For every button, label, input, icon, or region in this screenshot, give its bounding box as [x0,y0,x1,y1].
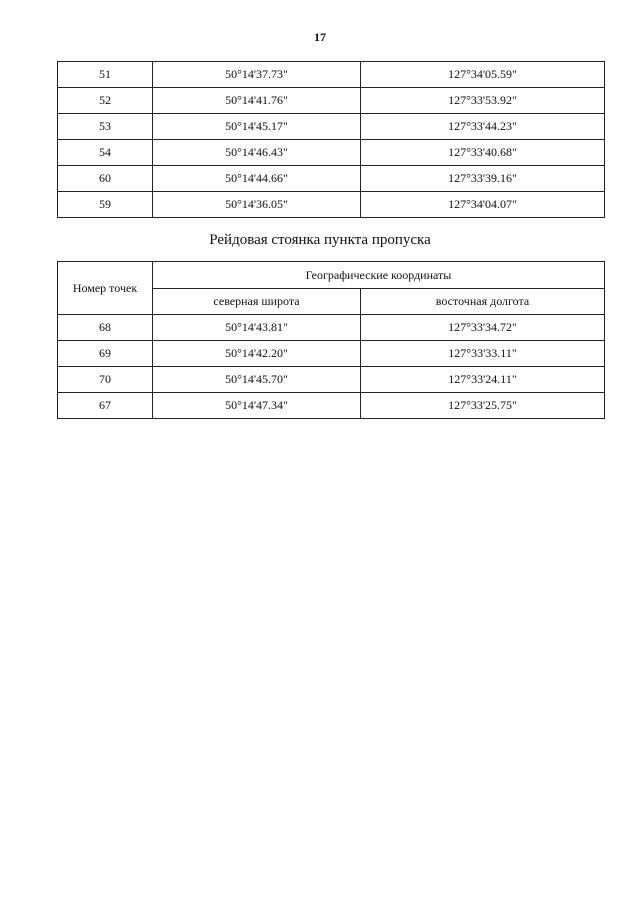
table-row [58,192,605,218]
table-row [58,62,605,88]
latitude-cell: 50°14'47.34" [153,393,361,419]
longitude-cell: 127°33'39.16" [361,166,605,192]
point-number-cell: 59 [58,192,153,218]
longitude-cell: 127°33'34.72" [361,315,605,341]
table-row [58,315,605,341]
latitude-cell: 50°14'44.66" [153,166,361,192]
table-row [58,367,605,393]
latitude-cell: 50°14'45.17" [153,114,361,140]
section-title: Рейдовая стоянка пункта пропуска [209,232,431,248]
latitude-cell: 50°14'43.81" [153,315,361,341]
longitude-cell: 127°34'04.07" [361,192,605,218]
table-row [58,88,605,114]
point-number-cell: 54 [58,140,153,166]
latitude-cell: 50°14'37.73" [153,62,361,88]
table-row [58,114,605,140]
header-longitude: восточная долгота [361,289,605,315]
longitude-cell: 127°33'25.75" [361,393,605,419]
longitude-cell: 127°33'24.11" [361,367,605,393]
table-row [58,393,605,419]
point-number-cell: 67 [58,393,153,419]
latitude-cell: 50°14'46.43" [153,140,361,166]
point-number-cell: 70 [58,367,153,393]
longitude-cell: 127°33'53.92" [361,88,605,114]
longitude-cell: 127°33'33.11" [361,341,605,367]
point-number-cell: 52 [58,88,153,114]
coordinates-table-top [57,61,605,218]
longitude-cell: 127°34'05.59" [361,62,605,88]
latitude-cell: 50°14'41.76" [153,88,361,114]
latitude-cell: 50°14'42.20" [153,341,361,367]
table-header-row [58,262,605,289]
coordinates-table-bottom [57,261,605,419]
point-number-cell: 60 [58,166,153,192]
page-number: 17 [314,30,326,44]
header-geographic-coordinates: Географические координаты [153,262,605,289]
point-number-cell: 68 [58,315,153,341]
table-row [58,140,605,166]
point-number-cell: 53 [58,114,153,140]
latitude-cell: 50°14'36.05" [153,192,361,218]
latitude-cell: 50°14'45.70" [153,367,361,393]
longitude-cell: 127°33'44.23" [361,114,605,140]
longitude-cell: 127°33'40.68" [361,140,605,166]
table-row [58,341,605,367]
header-point-number: Номер точек [58,262,153,315]
point-number-cell: 69 [58,341,153,367]
header-latitude: северная широта [153,289,361,315]
point-number-cell: 51 [58,62,153,88]
table-row [58,166,605,192]
